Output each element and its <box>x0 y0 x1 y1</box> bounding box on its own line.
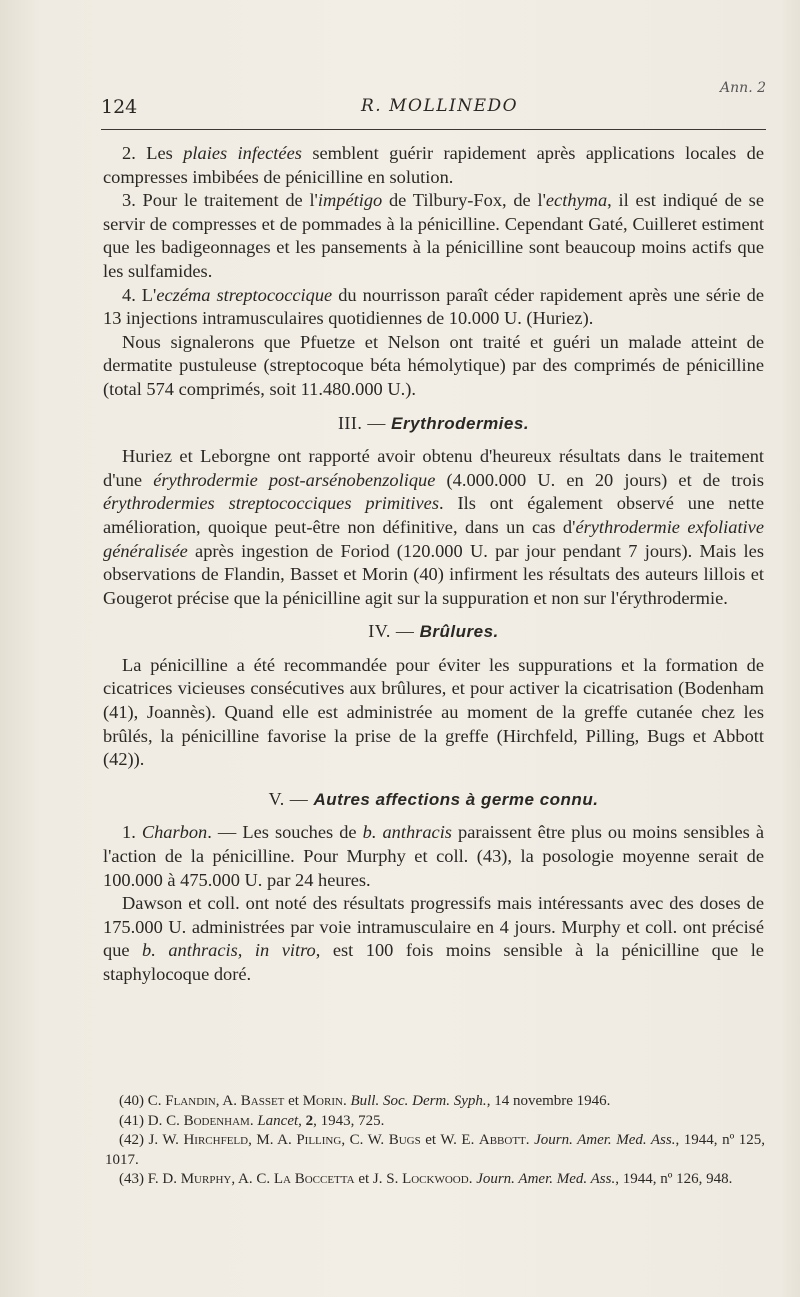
section-numeral: III. — <box>337 412 386 433</box>
corner-note: Ann. 2 <box>720 80 766 96</box>
footnote: (40) C. Flandin, A. Basset et Morin. Bull. Soc. Derm. Syph., 14 novembre 1946. <box>119 1093 611 1109</box>
inline-run: 2 <box>305 1112 314 1129</box>
inline-run: érythrodermie exfoliative généralisée <box>103 516 764 561</box>
inline-run: Hirchfeld <box>183 1132 249 1148</box>
inline-run: eczéma streptococcique <box>156 284 333 305</box>
running-header <box>101 80 766 122</box>
paragraph: 3. Pour le traitement de l'impétigo de Tilbury-Fox, de l'ecthyma, il est indiqué de se servir de compresses et de pommades à la pénicilline. Cependant Gaté, Cuilleret estiment que les badigeonnages et les pansements à la pénicilline sont beaucoup moins actifs que les sulfamides. <box>103 190 764 281</box>
inline-run: La Boccetta <box>273 1171 355 1187</box>
inline-run: Bodenham <box>183 1112 250 1129</box>
inline-run: érythrodermie post-arsénobenzolique <box>153 469 436 490</box>
section-numeral: V. — <box>268 788 309 809</box>
inline-run: plaies infectées <box>183 143 302 163</box>
inline-run: Murphy <box>180 1171 232 1187</box>
paragraph: Dawson et coll. ont noté des résultats progressifs mais intéressants avec des doses de 175.000 U. administrées par voie intramusculaire en 4 jours. Murphy et coll. ont précisé que b. anthracis, in vitro, est 100 fois moins sensible à la pénicilline que le staphylocoque doré. <box>103 893 764 984</box>
inline-run: Pilling <box>296 1132 342 1148</box>
paragraph: Huriez et Leborgne ont rapporté avoir obtenu d'heureux résultats dans le traitement d'une érythrodermie post-arsénobenzolique (4.000.000 U. en 20 jours) et de trois érythrodermies streptococciques primitives. Ils ont également observé une nette amélioration, quoique peut-être non définitive, dans un cas d'érythrodermie exfoliative généralisée après ingestion de Foriod (120.000 U. par jour pendant 7 jours). Mais les observations de Flandin, Basset et Morin (40) infirment les résultats des auteurs lillois et Gougerot précise que la pénicilline agit sur la suppuration et non sur l'érythrodermie. <box>103 446 765 608</box>
paragraph: Nous signalerons que Pfuetze et Nelson ont traité et guéri un malade atteint de dermatite pustuleuse (streptocoque béta hémolytique) par des comprimés de pénicilline (total 574 comprimés, soit 11.480.000 U.). <box>103 331 764 399</box>
footnote: (42) J. W. Hirchfeld, M. A. Pilling, C. W. Bugs et W. E. Abbott. Journ. Amer. Med. Ass., 1944, nº 125, 1017. <box>105 1132 766 1168</box>
section-numeral: IV. — <box>368 621 415 642</box>
inline-run: Lockwood <box>402 1171 469 1187</box>
footnotes <box>105 1092 765 1190</box>
inline-run: Abbott <box>478 1132 526 1148</box>
inline-run: Bugs <box>388 1132 421 1148</box>
inline-run: impétigo <box>317 190 383 211</box>
paragraph: 1. Charbon. — Les souches de b. anthracis paraissent être plus ou moins sensibles à l'action de la pénicilline. Pour Murphy et coll. (43), la posologie moyenne serait de 100.000 à 475.000 U. par 24 heures. <box>103 822 764 890</box>
inline-run: Journ. Amer. Med. Ass. <box>476 1171 616 1187</box>
footnote: (41) D. C. Bodenham. Lancet, 2, 1943, 725. <box>119 1112 385 1129</box>
inline-run: Lancet <box>257 1112 299 1129</box>
section-title: Autres affections à germe connu. <box>313 789 599 809</box>
inline-run: érythrodermies streptococciques primitives <box>103 493 439 514</box>
section-heading <box>103 620 764 644</box>
inline-run: ecthyma <box>545 190 608 211</box>
paragraph: 2. Les plaies infectées semblent guérir rapidement après applications locales de compresses imbibées de pénicilline en solution. <box>103 143 765 187</box>
running-author: R. MOLLINEDO <box>361 96 519 116</box>
inline-run: b. anthracis, in vitro <box>142 940 316 961</box>
footnote: (43) F. D. Murphy, A. C. La Boccetta et J. S. Lockwood. Journ. Amer. Med. Ass., 1944, nº 126, 948. <box>119 1171 733 1187</box>
inline-run: Bull. Soc. Derm. Syph. <box>350 1093 487 1109</box>
inline-run: Morin <box>302 1093 343 1109</box>
paragraph: 4. L'eczéma streptococcique du nourrisson paraît céder rapidement après une série de 13 injections intramusculaires quotidiennes de 10.000 U. (Huriez). <box>103 284 764 329</box>
section-title: Erythrodermies. <box>391 413 530 433</box>
inline-run: b. anthracis <box>362 822 452 843</box>
inline-run: Journ. Amer. Med. Ass. <box>534 1132 676 1148</box>
inline-run: Flandin <box>165 1093 216 1109</box>
paragraph: La pénicilline a été recommandée pour éviter les suppurations et la formation de cicatrices vicieuses consécutives aux brûlures, et pour activer la cicatrisation (Bodenham (41), Joannès). Quand elle est administrée au moment de la greffe cutanée chez les brûlés, la pénicilline favorise la prise de la greffe (Hirchfeld, Pilling, Bugs et Abbott (42)). <box>103 654 764 770</box>
body-text <box>103 142 764 987</box>
section-heading <box>103 788 764 812</box>
page-number: 124 <box>101 96 138 118</box>
inline-run: Charbon <box>141 822 208 843</box>
inline-run: Basset <box>240 1093 285 1109</box>
section-title: Brûlures. <box>419 622 499 642</box>
header-rule <box>101 129 766 130</box>
section-heading <box>103 412 764 436</box>
